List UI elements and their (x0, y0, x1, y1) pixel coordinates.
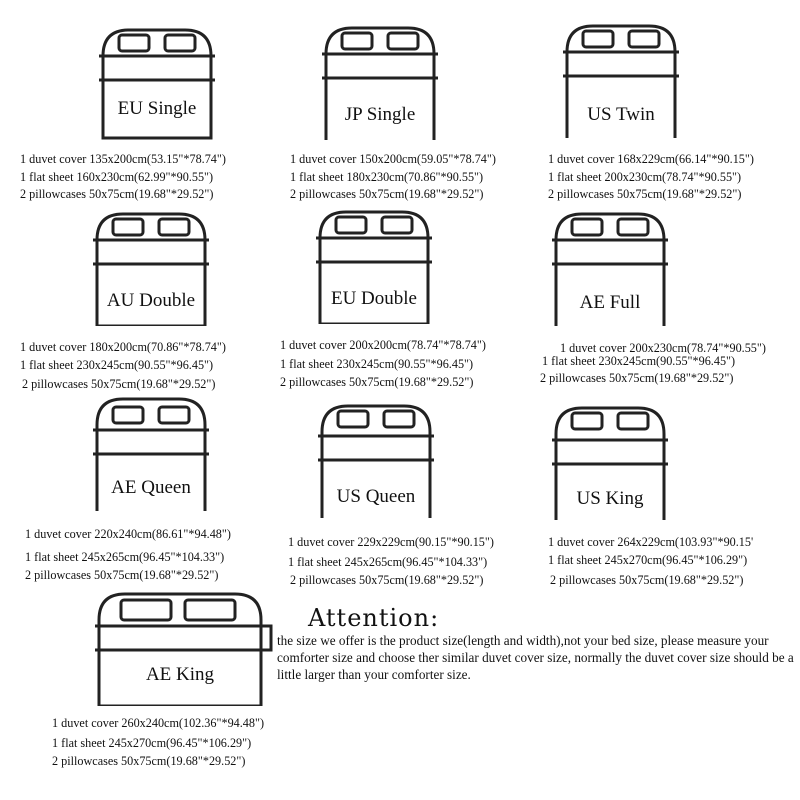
attention-text: the size we offer is the product size(length and width),not your bed size, please measure your comforter size and choose ther similar duvet cover size, normally the duvet cover size should be a little larger than your comforter size. (277, 633, 794, 682)
sheet-spec: 1 flat sheet 230x245cm(90.55"*96.45") (542, 354, 736, 368)
sheet-spec: 1 flat sheet 180x230cm(70.86"*90.55") (290, 170, 484, 184)
size-name: AE King (145, 664, 215, 685)
sheet-spec: 1 flat sheet 230x245cm(90.55"*96.45") (280, 357, 474, 371)
sheet-spec: 1 flat sheet 245x265cm(96.45"*104.33") (25, 550, 225, 564)
size-name: AE Queen (111, 477, 191, 498)
duvet-spec: 1 duvet cover 220x240cm(86.61"*94.48") (25, 527, 231, 541)
size-name: EU Single (117, 98, 197, 119)
pillowcase-spec: 2 pillowcases 50x75cm(19.68"*29.52") (290, 573, 484, 587)
duvet-spec: 1 duvet cover 168x229cm(66.14"*90.15") (548, 152, 754, 166)
pillowcase-spec: 2 pillowcases 50x75cm(19.68"*29.52") (280, 375, 474, 389)
sheet-spec: 1 flat sheet 160x230cm(62.99"*90.55") (20, 170, 214, 184)
duvet-spec: 1 duvet cover 229x229cm(90.15"*90.15") (288, 535, 494, 549)
size-name: EU Double (330, 288, 417, 309)
duvet-spec: 1 duvet cover 150x200cm(59.05"*78.74") (290, 152, 496, 166)
sheet-spec: 1 flat sheet 245x265cm(96.45"*104.33") (288, 555, 488, 569)
duvet-spec: 1 duvet cover 180x200cm(70.86"*78.74") (20, 340, 226, 354)
bed-icon (93, 210, 209, 326)
pillowcase-spec: 2 pillowcases 50x75cm(19.68"*29.52") (540, 371, 734, 385)
bed-icon (93, 395, 209, 511)
size-name: US Queen (336, 486, 416, 507)
bed-icon (318, 402, 434, 518)
sheet-spec: 1 flat sheet 200x230cm(78.74"*90.55") (548, 170, 742, 184)
pillowcase-spec: 2 pillowcases 50x75cm(19.68"*29.52") (25, 568, 219, 582)
size-name: AU Double (106, 290, 196, 311)
bed-icon (95, 590, 275, 706)
pillowcase-spec: 2 pillowcases 50x75cm(19.68"*29.52") (52, 754, 246, 768)
pillowcase-spec: 2 pillowcases 50x75cm(19.68"*29.52") (20, 187, 214, 201)
sheet-spec: 1 flat sheet 245x270cm(96.45"*106.29") (548, 553, 748, 567)
size-name: US King (576, 488, 644, 509)
pillowcase-spec: 2 pillowcases 50x75cm(19.68"*29.52") (550, 573, 744, 587)
pillowcase-spec: 2 pillowcases 50x75cm(19.68"*29.52") (22, 377, 216, 391)
sheet-spec: 1 flat sheet 230x245cm(90.55"*96.45") (20, 358, 214, 372)
bed-icon (563, 22, 679, 138)
bed-icon (99, 26, 215, 142)
size-name: AE Full (579, 292, 641, 313)
bed-icon (552, 404, 668, 520)
bed-icon (316, 208, 432, 324)
duvet-spec: 1 duvet cover 135x200cm(53.15"*78.74") (20, 152, 226, 166)
pillowcase-spec: 2 pillowcases 50x75cm(19.68"*29.52") (548, 187, 742, 201)
bed-icon (322, 24, 438, 140)
size-name: US Twin (587, 104, 655, 125)
size-name: JP Single (344, 104, 416, 125)
bed-icon (552, 210, 668, 326)
sheet-spec: 1 flat sheet 245x270cm(96.45"*106.29") (52, 736, 252, 750)
duvet-spec: 1 duvet cover 260x240cm(102.36"*94.48") (52, 716, 265, 730)
duvet-spec: 1 duvet cover 200x230cm(78.74"*90.55") (560, 341, 766, 355)
pillowcase-spec: 2 pillowcases 50x75cm(19.68"*29.52") (290, 187, 484, 201)
attention-title: Attention: (308, 604, 440, 632)
duvet-spec: 1 duvet cover 264x229cm(103.93"*90.15' (548, 535, 754, 549)
duvet-spec: 1 duvet cover 200x200cm(78.74"*78.74") (280, 338, 486, 352)
